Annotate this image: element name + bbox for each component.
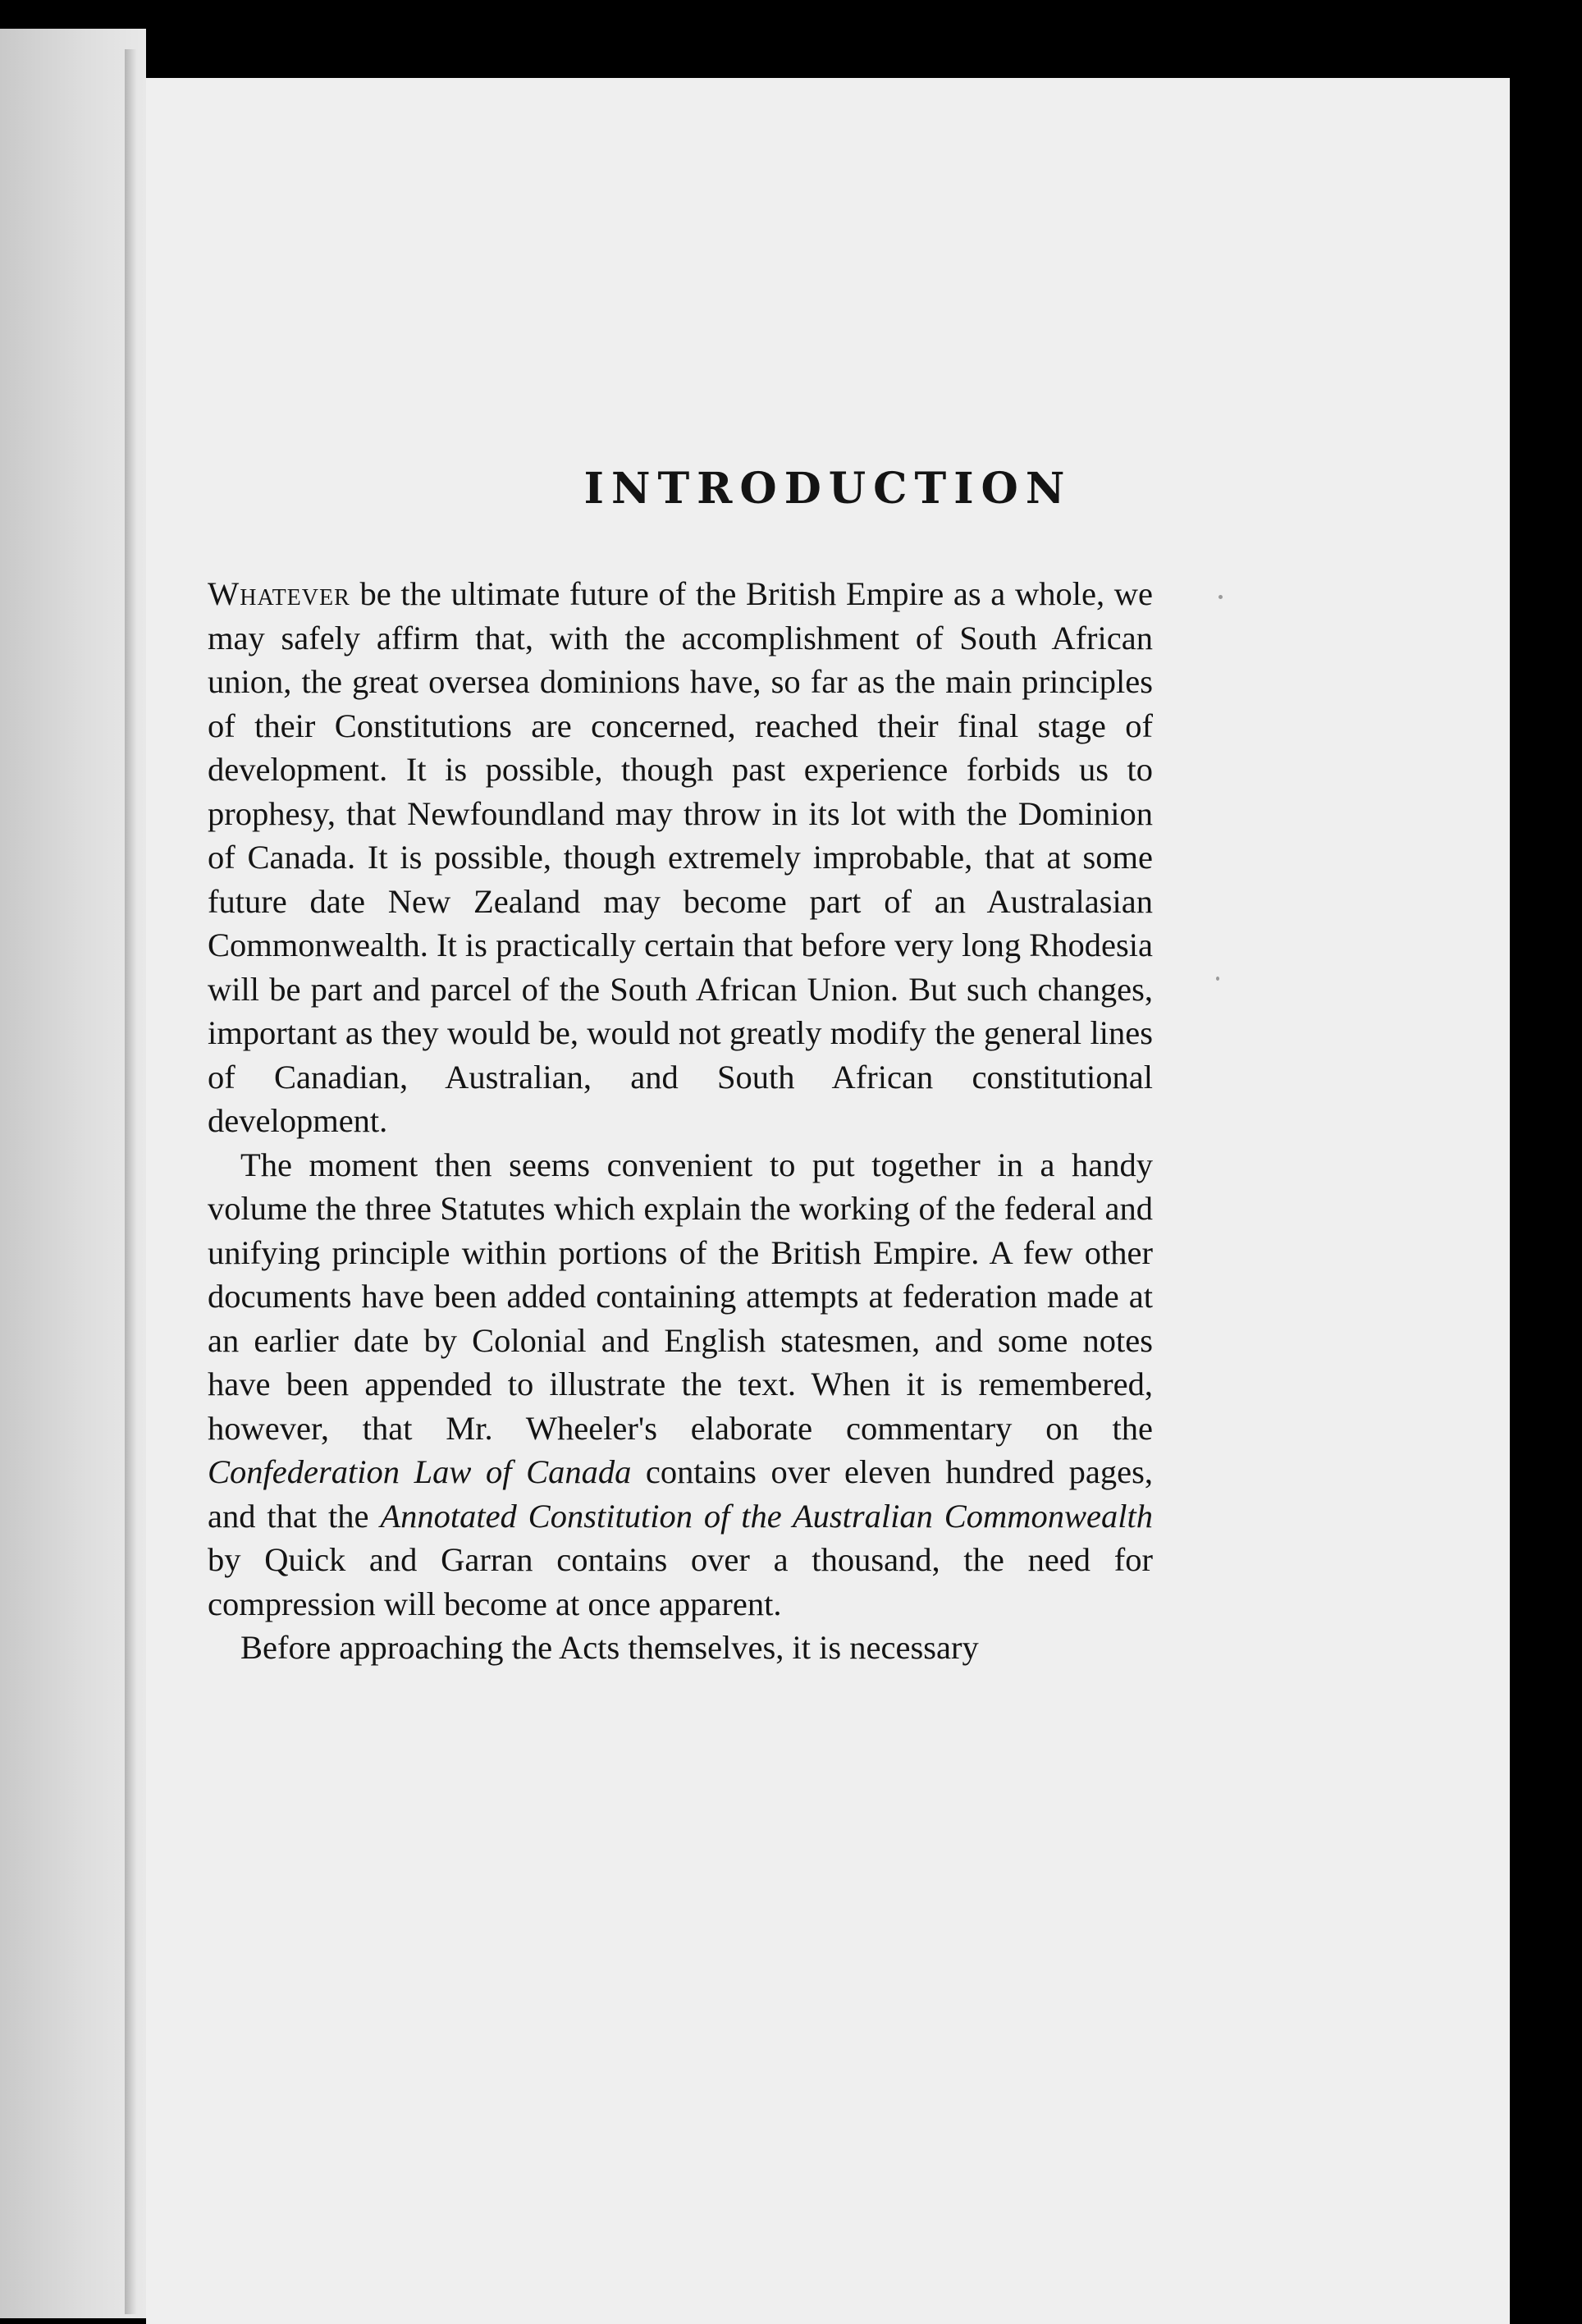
page-blemish [1216,977,1219,981]
paragraph-2 [208,1143,1153,1626]
book-gutter [125,49,136,2314]
book-title-italic: Confederation Law of Canada [208,1453,632,1490]
paragraph-3 [208,1626,1153,1670]
page-blemish [1219,595,1223,599]
paragraph-text: contains over eleven hundred pages, and that the [208,1453,1153,1535]
paragraph-text: Before approaching the Acts themselves, it is necessary [240,1629,979,1666]
paragraph-lead-word: Whatever [208,575,350,612]
book-title-italic: Annotated Constitution of the Australian Commonwealth [380,1497,1153,1535]
page-title: INTRODUCTION [583,464,1072,514]
paragraph-text: be the ultimate future of the British Empire as a whole, we may safely affirm that, with the accomplishment of South African union, the great oversea dominions have, so far as the main principles of their Constitutions are concerned, reached their final stage of development. It is possible, though past experience forbids us to prophesy, that Newfoundland may throw in its lot with the Dominion of Canada. It is possible, though extremely improbable, that at some future date New Zealand may become part of an Australasian Commonwealth. It is practically certain that before very long Rhodesia will be part and parcel of the South African Union. But such changes, important as they would be, would not greatly modify the general lines of Canadian, Australian, and South African constitutional development. [208,575,1153,1139]
paragraph-1 [208,572,1153,1143]
paragraph-text: by Quick and Garran contains over a thousand, the need for compression will become at once apparent. [208,1541,1153,1622]
body-text [208,572,1153,1670]
paragraph-text: The moment then seems convenient to put together in a handy volume the three Statutes which explain the working of the federal and unifying principle within portions of the British Empire. A few other documents have been added containing attempts at federation made at an earlier date by Colonial and English statesmen, and some notes have been appended to illustrate the text. When it is remembered, however, that Mr. Wheeler's elaborate commentary on the [208,1146,1153,1447]
